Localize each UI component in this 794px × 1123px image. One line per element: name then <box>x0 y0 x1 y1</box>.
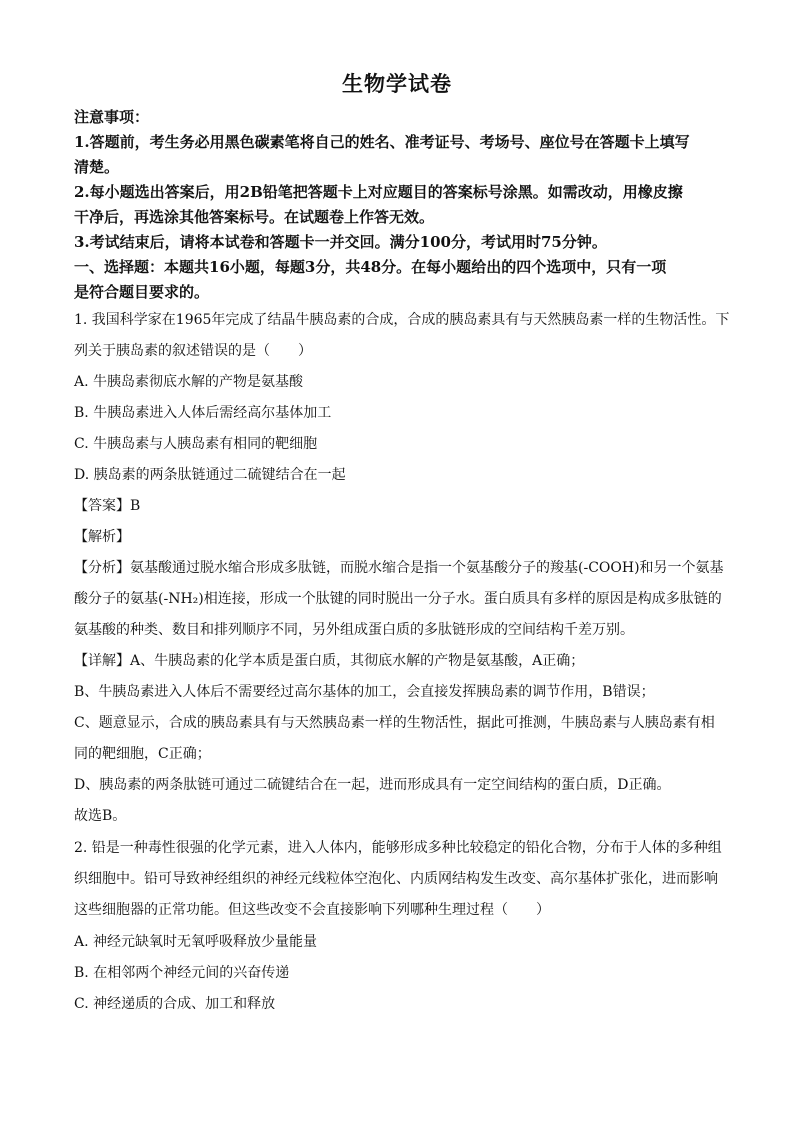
question-2-option-b: B. 在相邻两个神经元间的兴奋传递 <box>74 965 290 981</box>
question-1-stem-cont: 列关于胰岛素的叙述错误的是（ ） <box>74 343 312 359</box>
question-1-option-c: C. 牛胰岛素与人胰岛素有相同的靶细胞 <box>74 436 318 452</box>
question-2-stem-cont: 织细胞中。铅可导致神经组织的神经元线粒体空泡化、内质网结构发生改变、高尔基体扩张化，进而影响 <box>74 871 718 887</box>
question-1-conclusion: 故选B。 <box>74 808 127 824</box>
question-1-option-d: D. 胰岛素的两条肽链通过二硫键结合在一起 <box>74 467 346 483</box>
question-2-stem: 2. 铅是一种毒性很强的化学元素，进入人体内，能够形成多种比较稳定的铅化合物，分布于人体的多种组 <box>74 840 722 856</box>
notice-item-2: 2.每小题选出答案后，用2B铅笔把答题卡上对应题目的答案标号涂黑。如需改动，用橡皮擦 <box>74 183 683 201</box>
page-title: 生物学试卷 <box>342 71 452 96</box>
question-2-option-c: C. 神经递质的合成、加工和释放 <box>74 996 276 1012</box>
notice-item-1: 1.答题前，考生务必用黑色碳素笔将自己的姓名、准考证号、考场号、座位号在答题卡上填写 <box>74 133 690 151</box>
question-1-analysis-line: 酸分子的氨基(-NH₂)相连接，形成一个肽键的同时脱出一分子水。蛋白质具有多样的原因是构成多肽链的 <box>74 591 722 607</box>
question-1-option-b: B. 牛胰岛素进入人体后需经高尔基体加工 <box>74 405 332 421</box>
question-2-option-a: A. 神经元缺氧时无氧呼吸释放少量能量 <box>74 934 318 950</box>
question-1-detail-a: 【详解】A、牛胰岛素的化学本质是蛋白质，其彻底水解的产物是氨基酸，A正确； <box>74 653 585 669</box>
notice-item-1-cont: 清楚。 <box>74 158 120 176</box>
section-heading: 一、选择题：本题共16小题，每题3分，共48分。在每小题给出的四个选项中，只有一项 <box>74 258 667 276</box>
question-1-analysis-label: 【解析】 <box>74 529 130 545</box>
question-1-analysis-line: 【分析】氨基酸通过脱水缩合形成多肽链，而脱水缩合是指一个氨基酸分子的羧基(-COOH)和另一个氨基 <box>74 560 724 576</box>
section-heading-cont: 是符合题目要求的。 <box>74 283 210 301</box>
question-1-detail-b: B、牛胰岛素进入人体后不需要经过高尔基体的加工，会直接发挥胰岛素的调节作用，B错误； <box>74 684 655 700</box>
notice-heading: 注意事项： <box>74 108 150 126</box>
question-1-detail-d: D、胰岛素的两条肽链可通过二硫键结合在一起，进而形成具有一定空间结构的蛋白质，D正确。 <box>74 777 671 793</box>
question-1-answer: 【答案】B <box>74 498 141 514</box>
question-1-analysis-line: 氨基酸的种类、数目和排列顺序不同，另外组成蛋白质的多肽链形成的空间结构千差万别。 <box>74 622 634 638</box>
question-2-stem-cont: 这些细胞器的正常功能。但这些改变不会直接影响下列哪种生理过程（ ） <box>74 902 550 918</box>
notice-item-3: 3.考试结束后，请将本试卷和答题卡一并交回。满分100分，考试用时75分钟。 <box>74 233 607 251</box>
question-1-detail-c-cont: 同的靶细胞，C正确； <box>74 746 211 762</box>
question-1-stem: 1. 我国科学家在1965年完成了结晶牛胰岛素的合成，合成的胰岛素具有与天然胰岛素一样的生物活性。下 <box>74 312 730 328</box>
question-1-detail-c: C、题意显示，合成的胰岛素具有与天然胰岛素一样的生物活性，据此可推测，牛胰岛素与人胰岛素有相 <box>74 715 715 731</box>
question-1-option-a: A. 牛胰岛素彻底水解的产物是氨基酸 <box>74 374 304 390</box>
notice-item-2-cont: 干净后，再选涂其他答案标号。在试题卷上作答无效。 <box>74 208 435 226</box>
